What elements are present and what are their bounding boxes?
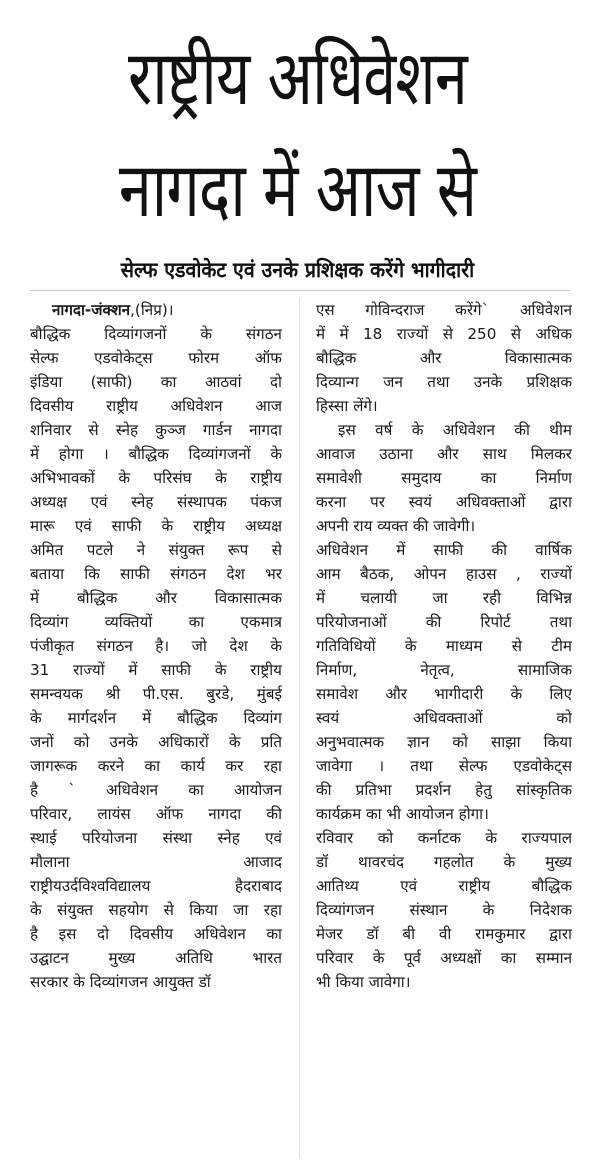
article-line: एस गोविन्दराज करेंगे` अधिवेशन [316, 301, 572, 319]
article-line: रविवार को कर्नाटक के राज्यपाल [316, 829, 572, 847]
article-line: के संयुक्त सहयोग से किया जा रहा [30, 901, 282, 919]
article-line: अभिभावकों के परिसंघ के राष्ट्रीय [30, 469, 282, 487]
article-line: डॉ थावरचंद गहलोत के मुख्य [316, 853, 572, 871]
article-column-right [316, 298, 572, 994]
dateline: नागदा-जंक्शन [52, 301, 131, 319]
article-line: में में 18 राज्यों से 250 से अधिक [316, 325, 572, 343]
dateline-rest: ,(निप्र)। [130, 301, 174, 319]
article-line: परिवार, लायंस ऑफ नागदा की [30, 805, 282, 823]
article-line: हिस्सा लेंगे। [316, 397, 378, 415]
headline-line-2: नागदा में आज से [118, 145, 477, 234]
article-line: जावेगा । तथा सेल्फ एडवोकेट्स [316, 757, 572, 775]
article-line: आवाज उठाना और साथ मिलकर [316, 445, 572, 463]
article-line: मौलाना आजाद [30, 853, 282, 871]
article-line: स्वयं अधिवक्ताओं को [316, 709, 572, 727]
right-column-lines [316, 298, 572, 994]
article-line: सरकार के दिव्यांगजन आयुक्त डॉ [30, 973, 211, 991]
article-line: अनुभवात्मक ज्ञान को साझा किया [316, 733, 572, 751]
article-line: दिव्यांग व्यक्तियों का एकमात्र [30, 613, 282, 631]
article-line: मेजर डॉ बी वी रामकुमार द्वारा [316, 925, 572, 943]
left-column-lines [30, 322, 282, 994]
article-line: समन्वयक श्री पी.एस. बुरडे, मुंबई [30, 685, 282, 703]
column-divider [299, 298, 300, 1158]
article-line: दिव्यांगजन संस्थान के निदेशक [316, 901, 572, 919]
article-line: शनिवार से स्नेह कुञ्ज गार्डन नागदा [30, 421, 282, 439]
article-line: के मार्गदर्शन में बौद्धिक दिव्यांग [30, 709, 282, 727]
article-line: की प्रतिभा प्रदर्शन हेतु सांस्कृतिक [316, 781, 572, 799]
article-line: दिव्यान्ग जन तथा उनके प्रशिक्षक [316, 373, 572, 391]
article-column-left [30, 298, 282, 994]
article-line: है ` अधिवेशन का आयोजन [30, 781, 282, 799]
article-line: में चलायी जा रही विभिन्न [316, 589, 572, 607]
subheadline: सेल्फ एडवोकेट एवं उनके प्रशिक्षक करेंगे भागीदारी [120, 258, 475, 282]
article-line: पंजीकृत संगठन है। जो देश के [30, 637, 282, 655]
article-line: आम बैठक, ओपन हाउस , राज्यों [316, 565, 572, 583]
article-line: स्थाई परियोजना संस्था स्नेह एवं [30, 829, 282, 847]
article-line: परिवार के पूर्व अध्यक्षों का सम्मान [316, 949, 572, 967]
article-line: बौद्धिक दिव्यांगजनों के संगठन [30, 325, 282, 343]
article-line: समावेश और भागीदारी के लिए [316, 685, 572, 703]
article-line: गतिविधियों के माध्यम से टीम [316, 637, 572, 655]
article-line: अध्यक्ष एवं स्नेह संस्थापक पंकज [30, 493, 282, 511]
article-line: राष्ट्रीयउर्दविश्वविद्यालय हैदराबाद [30, 877, 282, 895]
article-line: अधिवेशन में साफी की वार्षिक [316, 541, 572, 559]
article-line: उद्घाटन मुख्य अतिथि भारत [30, 949, 282, 967]
article-line: आतिथ्य एवं राष्ट्रीय बौद्धिक [316, 877, 572, 895]
article-line: मारू एवं साफी के राष्ट्रीय अध्यक्ष [30, 517, 282, 535]
article-line: 31 राज्यों में साफी के राष्ट्रीय [30, 661, 282, 679]
article-line: में होगा । बौद्धिक दिव्यांगजनों के [30, 445, 282, 463]
article-line: दिवसीय राष्ट्रीय अधिवेशन आज [30, 397, 282, 415]
article-line: समावेशी समुदाय का निर्माण [316, 469, 572, 487]
article-line: अपनी राय व्यक्त की जावेगी। [316, 517, 476, 535]
article-line: कार्यक्रम का भी आयोजन होगा। [316, 805, 489, 823]
dateline-line [30, 298, 282, 322]
article-line: करना पर स्वयं अधिवक्ताओं द्वारा [316, 493, 572, 511]
article-line: में बौद्धिक और विकासात्मक [30, 589, 282, 607]
article-line: बताया कि साफी संगठन देश भर [30, 565, 282, 583]
article-line: है इस दो दिवसीय अधिवेशन का [30, 925, 282, 943]
article-line: इस वर्ष के अधिवेशन की थीम [338, 421, 572, 439]
article-line: बौद्धिक और विकासात्मक [316, 349, 572, 367]
article-line: अमित पटले ने संयुक्त रूप से [30, 541, 282, 559]
article-line: जनों को उनके अधिकारों के प्रति [30, 733, 282, 751]
article-line: निर्माण, नेतृत्व, सामाजिक [316, 661, 572, 679]
article-line: इंडिया (साफी) का आठवां दो [30, 373, 282, 391]
article-line: भी किया जावेगा। [316, 973, 411, 991]
article-line: जागरूक करने का कार्य कर रहा [30, 757, 282, 775]
article-line: सेल्फ एडवोकेट्स फोरम ऑफ [30, 349, 282, 367]
article-line: परियोजनाओं की रिपोर्ट तथा [316, 613, 572, 631]
headline-line-1: राष्ट्रीय अधिवेशन [127, 33, 468, 122]
header-rule [30, 290, 570, 291]
